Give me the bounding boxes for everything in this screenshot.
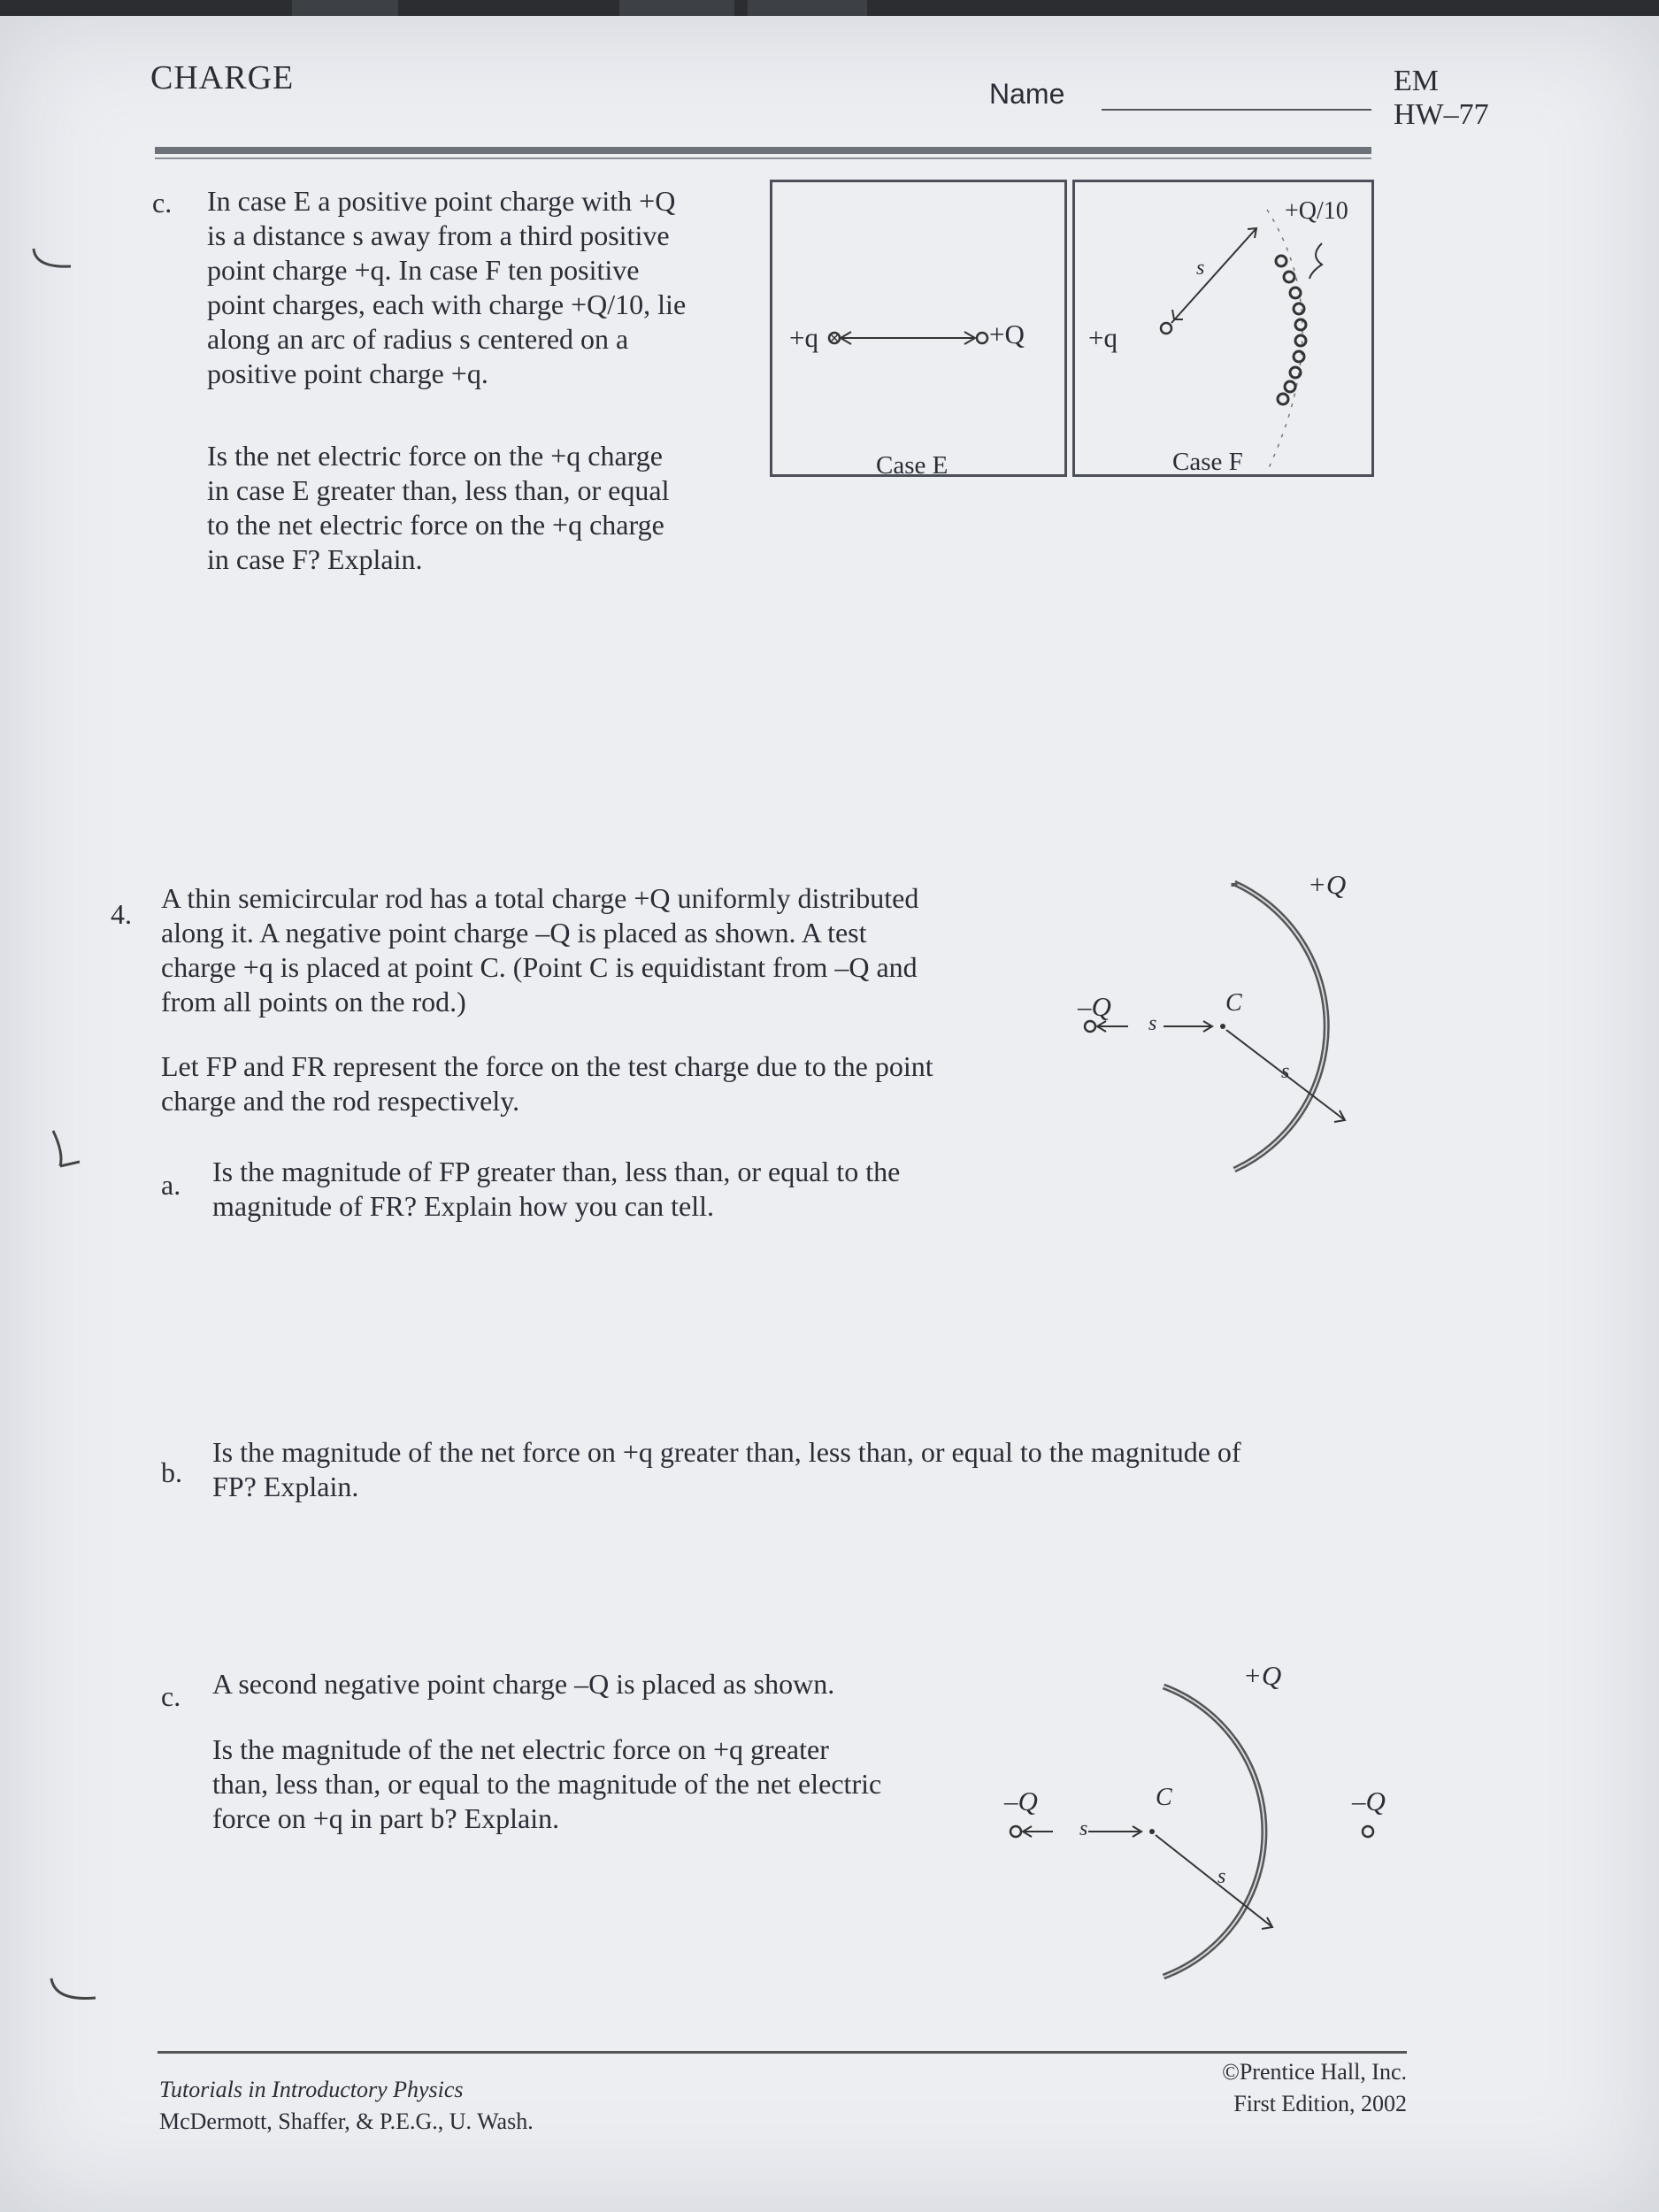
- text-line: positive point charge +q.: [207, 357, 488, 389]
- distance-label: s: [1079, 1817, 1088, 1840]
- text-line: force on +q in part b? Explain.: [212, 1802, 560, 1834]
- semicircle-rod-diagram: [1062, 865, 1416, 1184]
- text-line: point charges, each with charge +Q/10, lie: [207, 288, 687, 320]
- two-charges-diagram: [1000, 1662, 1389, 1998]
- problem-number: 4.: [111, 898, 132, 930]
- text-line: in case E greater than, less than, or equal: [207, 474, 670, 506]
- arc-charges: [1276, 256, 1306, 404]
- case-f-caption: Case F: [1172, 448, 1243, 476]
- footer-right: [1194, 2056, 1407, 2120]
- text-line: to the net electric force on the +q charge: [207, 509, 664, 541]
- text-line: from all points on the rod.): [161, 986, 466, 1018]
- text-line: point charge +q. In case F ten positive: [207, 254, 640, 286]
- negative-charge: [1010, 1826, 1021, 1837]
- rod-charge-label: +Q: [1308, 869, 1347, 900]
- case-ef-intro: [207, 184, 773, 391]
- semicircular-rod: [1164, 1686, 1264, 1977]
- course-code: [1394, 65, 1489, 132]
- leader-line: [1310, 243, 1322, 279]
- footer-rule: [157, 2051, 1407, 2054]
- part-letter-c: c.: [152, 187, 173, 219]
- text-line: charge and the rod respectively.: [161, 1085, 520, 1117]
- header-rule: [155, 147, 1371, 154]
- point-c-label: C: [1225, 989, 1242, 1017]
- text-line: A thin semicircular rod has a total charge +Q uniformly distributed: [161, 882, 919, 914]
- charge-mark: [830, 334, 839, 342]
- text-line: Is the magnitude of FP greater than, less than, or equal to the: [212, 1156, 901, 1187]
- second-negative-charge: [1363, 1826, 1373, 1837]
- pencil-mark: [44, 1126, 97, 1179]
- neg-charge-label: –Q: [1078, 991, 1111, 1022]
- part-a-question: [212, 1155, 1062, 1224]
- case-e-right-label: +Q: [989, 319, 1025, 349]
- charge-big-q: [977, 333, 987, 343]
- text-line: FP? Explain.: [212, 1471, 359, 1502]
- point-c: [1149, 1829, 1155, 1834]
- authors: McDermott, Shaffer, & P.E.G., U. Wash.: [159, 2108, 534, 2134]
- edition: First Edition, 2002: [1233, 2091, 1407, 2116]
- course-label: EM: [1394, 65, 1439, 97]
- case-e-left-label: +q: [789, 322, 818, 353]
- case-ef-question: [207, 439, 773, 577]
- part-c-question: [212, 1732, 1009, 1836]
- text-line: Is the magnitude of the net electric force on +q greater: [212, 1733, 829, 1765]
- problem-4-let: [161, 1049, 1064, 1118]
- case-e-caption: Case E: [876, 451, 949, 480]
- second-neg-charge-label: –Q: [1352, 1786, 1386, 1816]
- distance-label: s: [1281, 1060, 1290, 1083]
- part-letter-a: a.: [161, 1169, 181, 1201]
- pencil-mark: [44, 1971, 106, 2016]
- footer-left: [159, 2074, 534, 2138]
- part-b-question: [212, 1435, 1407, 1504]
- case-f-left-label: +q: [1088, 322, 1118, 353]
- arc-guide: [1267, 210, 1302, 472]
- part-letter-b: b.: [161, 1456, 182, 1488]
- worksheet-title: CHARGE: [150, 59, 295, 96]
- text-line: In case E a positive point charge with +Q: [207, 185, 676, 217]
- distance-label: s: [1148, 1012, 1157, 1035]
- semicircular-rod: [1234, 883, 1326, 1170]
- text-line: Is the net electric force on the +q charge: [207, 440, 663, 472]
- text-line: Let FP and FR represent the force on the test charge due to the point: [161, 1050, 933, 1082]
- text-line: along it. A negative point charge –Q is placed as shown. A test: [161, 917, 867, 949]
- book-title: Tutorials in Introductory Physics: [159, 2077, 464, 2102]
- publisher: ©Prentice Hall, Inc.: [1222, 2059, 1407, 2085]
- text-line: than, less than, or equal to the magnitude of the net electric: [212, 1768, 882, 1800]
- name-line: [1102, 109, 1371, 111]
- point-c: [1220, 1024, 1225, 1029]
- text-line: magnitude of FR? Explain how you can tell.: [212, 1190, 714, 1222]
- header-rule-thin: [155, 157, 1371, 159]
- radius-line: [1171, 228, 1256, 323]
- name-label: Name: [989, 78, 1065, 110]
- rod-charge-label: +Q: [1243, 1660, 1282, 1691]
- part-letter-c: c.: [161, 1680, 181, 1712]
- case-f-distance-label: s: [1196, 257, 1205, 280]
- text-line: Is the magnitude of the net force on +q greater than, less than, or equal to the magnitude of: [212, 1436, 1241, 1468]
- pencil-mark: [27, 242, 80, 286]
- homework-code: HW–77: [1394, 98, 1489, 131]
- distance-label: s: [1217, 1865, 1226, 1888]
- text-line: in case F? Explain.: [207, 543, 423, 575]
- part-c-statement: A second negative point charge –Q is placed as shown.: [212, 1668, 835, 1700]
- text-line: is a distance s away from a third positive: [207, 219, 670, 251]
- worksheet-page: [0, 16, 1659, 2212]
- point-c-label: C: [1156, 1784, 1172, 1811]
- charge-small-q: [1161, 323, 1171, 334]
- problem-4-intro: [161, 881, 1064, 1019]
- text-line: along an arc of radius s centered on a: [207, 323, 629, 355]
- neg-charge-label: –Q: [1004, 1786, 1038, 1816]
- case-f-arc-label: +Q/10: [1285, 197, 1348, 225]
- text-line: charge +q is placed at point C. (Point C is equidistant from –Q and: [161, 951, 918, 983]
